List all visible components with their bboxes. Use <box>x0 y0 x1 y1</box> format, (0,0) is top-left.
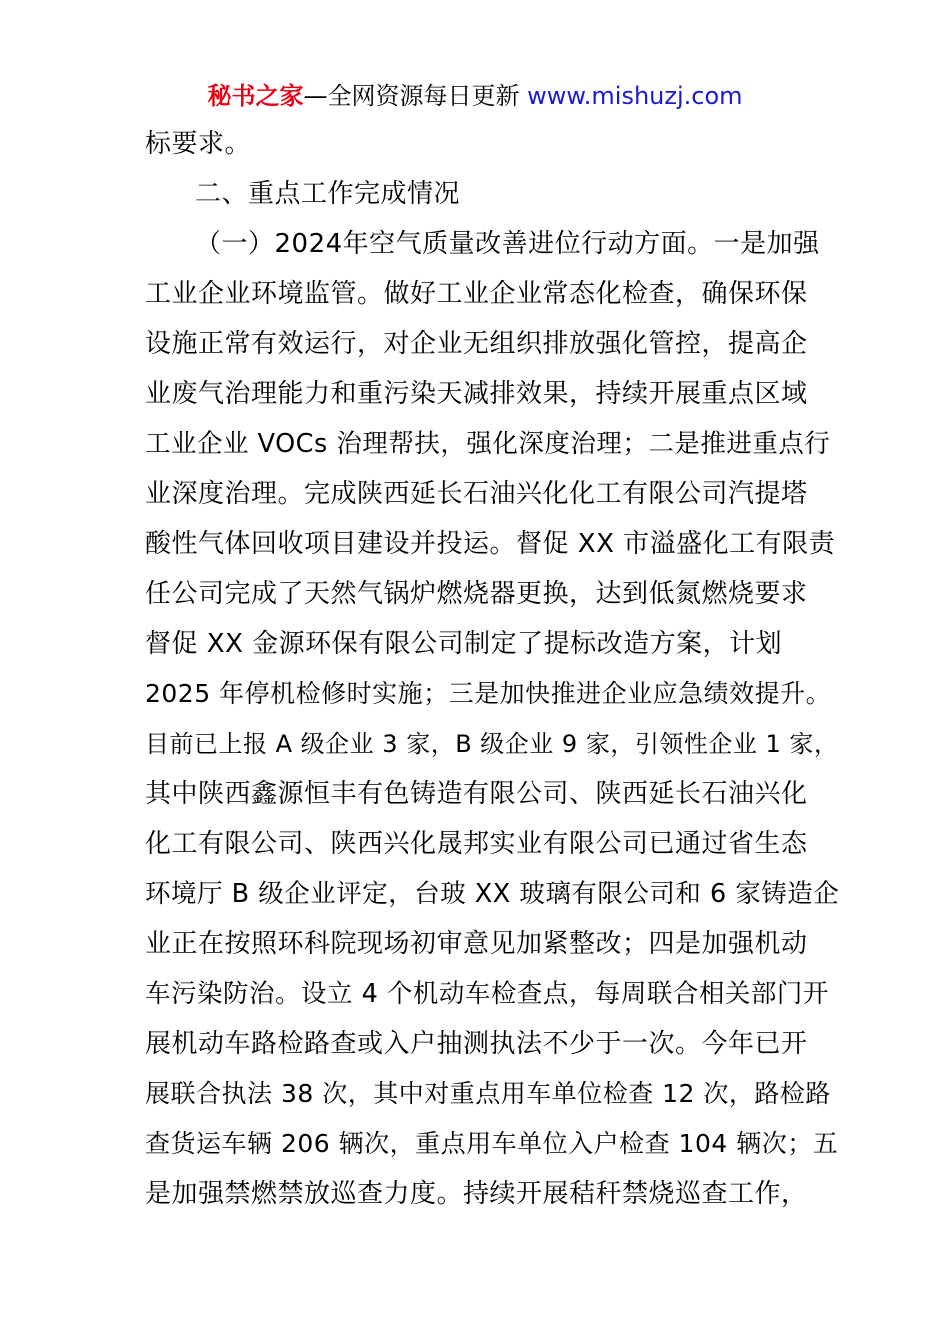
text-line: 酸性气体回收项目建设并投运。督促 XX 市溢盛化工有限责 <box>145 529 836 559</box>
text-line: 业正在按照环科院现场初审意见加紧整改；四是加强机动 <box>145 929 808 959</box>
text-line: 设施正常有效运行，对企业无组织排放强化管控，提高企 <box>145 329 808 359</box>
header-tagline: —全网资源每日更新 <box>303 82 520 110</box>
text-line: 环境厅 B 级企业评定，台玻 XX 玻璃有限公司和 6 家铸造企 <box>145 879 840 909</box>
paragraph-start-line: （一）2024年空气质量改善进位行动方面。一是加强 <box>195 229 820 259</box>
text-line: 车污染防治。设立 4 个机动车检查点，每周联合相关部门开 <box>145 979 829 1009</box>
text-line: 是加强禁燃禁放巡查力度。持续开展秸秆禁烧巡查工作， <box>145 1179 808 1209</box>
text-line: 展联合执法 38 次，其中对重点用车单位检查 12 次，路检路 <box>145 1079 831 1108</box>
site-header <box>0 80 950 112</box>
text-line: 任公司完成了天然气锅炉燃烧器更换，达到低氮燃烧要求 <box>145 579 808 609</box>
header-url-link[interactable]: www.mishuzj.com <box>527 82 743 110</box>
section-heading: 二、重点工作完成情况 <box>195 179 461 209</box>
text-line: 目前已上报 A 级企业 3 家，B 级企业 9 家，引领性企业 1 家， <box>145 730 839 758</box>
text-line: 工业企业 VOCs 治理帮扶，强化深度治理；二是推进重点行 <box>145 429 831 459</box>
text-line: 督促 XX 金源环保有限公司制定了提标改造方案，计划 <box>145 629 783 659</box>
text-line: 展机动车路检路查或入户抽测执法不少于一次。今年已开 <box>145 1029 808 1059</box>
text-line: 工业企业环境监管。做好工业企业常态化检查，确保环保 <box>145 279 808 309</box>
text-line: 查货运车辆 206 辆次，重点用车单位入户检查 104 辆次；五 <box>145 1129 839 1158</box>
text-line: 化工有限公司、陕西兴化晟邦实业有限公司已通过省生态 <box>145 829 808 859</box>
text-line: 业废气治理能力和重污染天减排效果，持续开展重点区域 <box>145 379 808 409</box>
text-line: 2025 年停机检修时实施；三是加快推进企业应急绩效提升。 <box>145 679 832 708</box>
text-line: 标要求。 <box>145 129 252 159</box>
text-line: 业深度治理。完成陕西延长石油兴化化工有限公司汽提塔 <box>145 479 808 509</box>
text-line: 其中陕西鑫源恒丰有色铸造有限公司、陕西延长石油兴化 <box>145 779 808 809</box>
header-brand: 秘书之家 <box>207 82 304 110</box>
